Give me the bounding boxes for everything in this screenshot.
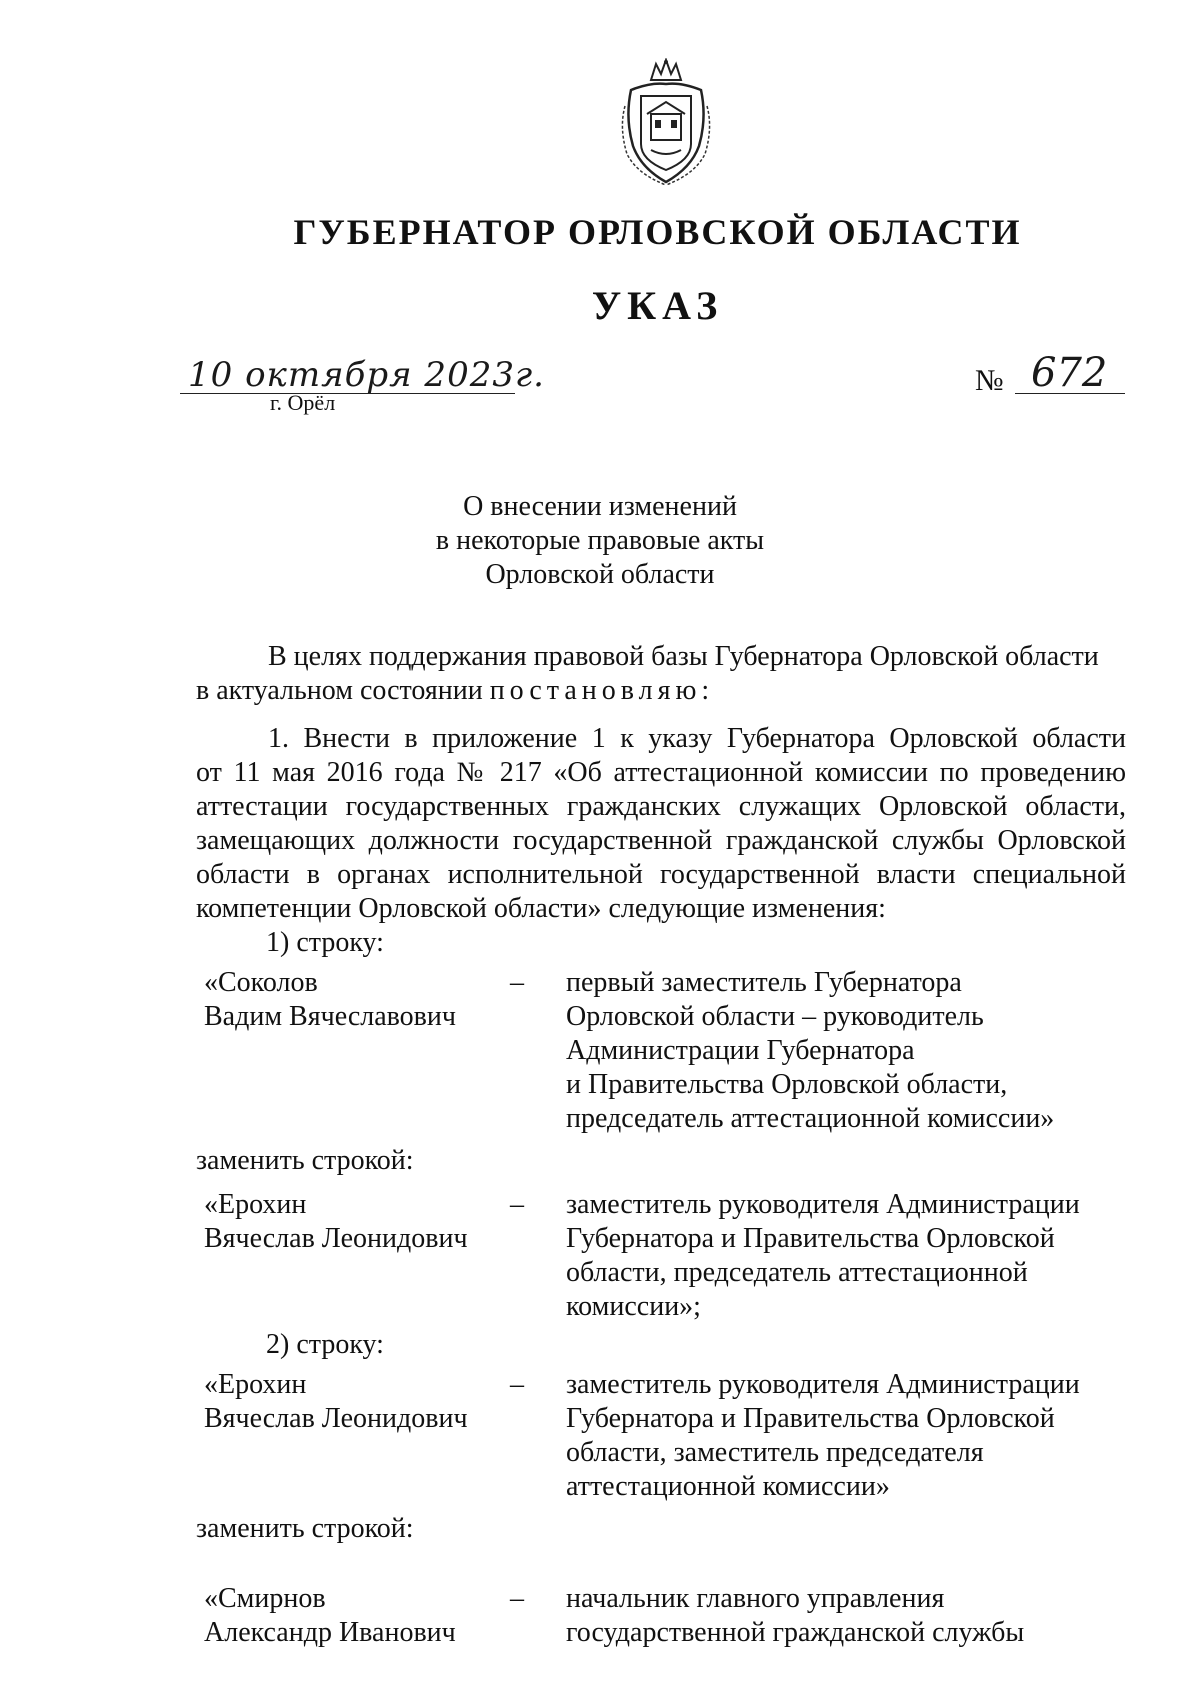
entry-1-role-line: Орловской области – руководитель bbox=[566, 1001, 984, 1032]
entry-3-role-line: Губернатора и Правительства Орловской bbox=[566, 1403, 1055, 1434]
entry-2-dash: – bbox=[510, 1189, 524, 1220]
entry-4-role-line: государственной гражданской службы bbox=[566, 1617, 1025, 1648]
entry-3-role-line: области, заместитель председателя bbox=[566, 1437, 984, 1468]
entry-1-name-line: «Соколов bbox=[204, 967, 318, 998]
entry-4-name-line: «Смирнов bbox=[204, 1583, 326, 1614]
number-label: № bbox=[975, 364, 1004, 397]
item-1-paragraph bbox=[196, 722, 1126, 926]
entry-1-role-line: председатель аттестационной комиссии» bbox=[566, 1103, 1055, 1134]
paragraph-line: компетенции Орловской области» следующие изменения: bbox=[196, 893, 886, 924]
entry-2-role-line: области, председатель аттестационной bbox=[566, 1257, 1028, 1288]
city: г. Орёл bbox=[270, 390, 336, 415]
paragraph-line: области в органах исполнительной государственной власти специальной bbox=[196, 859, 1126, 890]
date-underline bbox=[180, 393, 515, 394]
entry-3-role-line: аттестационной комиссии» bbox=[566, 1471, 890, 1502]
entry-2-name-line: Вячеслав Леонидович bbox=[204, 1223, 468, 1254]
entry-1-dash: – bbox=[510, 967, 524, 998]
preamble-line: В целях поддержания правовой базы Губернатора Орловской области bbox=[268, 641, 1099, 672]
paragraph-line: от 11 мая 2016 года № 217 «Об аттестационной комиссии по проведению bbox=[196, 757, 1126, 788]
entry-1-role-line: первый заместитель Губернатора bbox=[566, 967, 962, 998]
entry-4-dash: – bbox=[510, 1583, 524, 1614]
decree-word: постановляю: bbox=[489, 675, 715, 706]
document-type: УКАЗ bbox=[591, 283, 724, 328]
number-handwritten: 672 bbox=[1031, 350, 1108, 396]
paragraph-line: аттестации государственных гражданских служащих Орловской области, bbox=[196, 791, 1126, 822]
preamble-text: в актуальном состоянии bbox=[196, 675, 490, 706]
entry-1-name-line: Вадим Вячеславович bbox=[204, 1001, 456, 1032]
issuer-title: ГУБЕРНАТОР ОРЛОВСКОЙ ОБЛАСТИ bbox=[293, 212, 1022, 252]
paragraph-line: 1. Внести в приложение 1 к указу Губернатора Орловской области bbox=[268, 723, 1126, 754]
entry-2-role-line: Губернатора и Правительства Орловской bbox=[566, 1223, 1055, 1254]
coat-of-arms-emblem bbox=[611, 58, 721, 186]
replace-label: заменить строкой: bbox=[196, 1513, 414, 1544]
subject-line: О внесении изменений bbox=[463, 491, 737, 522]
subject-line: в некоторые правовые акты bbox=[435, 525, 765, 556]
entry-2-role-line: комиссии»; bbox=[566, 1291, 701, 1322]
entry-1-role-line: Администрации Губернатора bbox=[566, 1035, 915, 1066]
date-handwritten: 10 октября 2023г. bbox=[188, 355, 545, 395]
entry-3-name-line: Вячеслав Леонидович bbox=[204, 1403, 468, 1434]
entry-3-role-line: заместитель руководителя Администрации bbox=[566, 1369, 1080, 1400]
entry-2-role-line: заместитель руководителя Администрации bbox=[566, 1189, 1080, 1220]
entry-3-name-line: «Ерохин bbox=[204, 1369, 307, 1400]
entry-4-name-line: Александр Иванович bbox=[204, 1617, 456, 1648]
paragraph-line: замещающих должности государственной гражданской службы Орловской bbox=[196, 825, 1126, 856]
subject-line: Орловской области bbox=[485, 559, 715, 590]
preamble-line bbox=[196, 674, 714, 708]
entry-4-role-line: начальник главного управления bbox=[566, 1583, 945, 1614]
entry-3-dash: – bbox=[510, 1369, 524, 1400]
entry-2-name-line: «Ерохин bbox=[204, 1189, 307, 1220]
entry-1-role-line: и Правительства Орловской области, bbox=[566, 1069, 1008, 1100]
document-subject bbox=[0, 490, 1200, 592]
subitem-2-label: 2) строку: bbox=[266, 1329, 384, 1360]
subitem-1-label: 1) строку: bbox=[266, 927, 384, 958]
replace-label: заменить строкой: bbox=[196, 1145, 414, 1176]
number-underline bbox=[1015, 393, 1125, 394]
